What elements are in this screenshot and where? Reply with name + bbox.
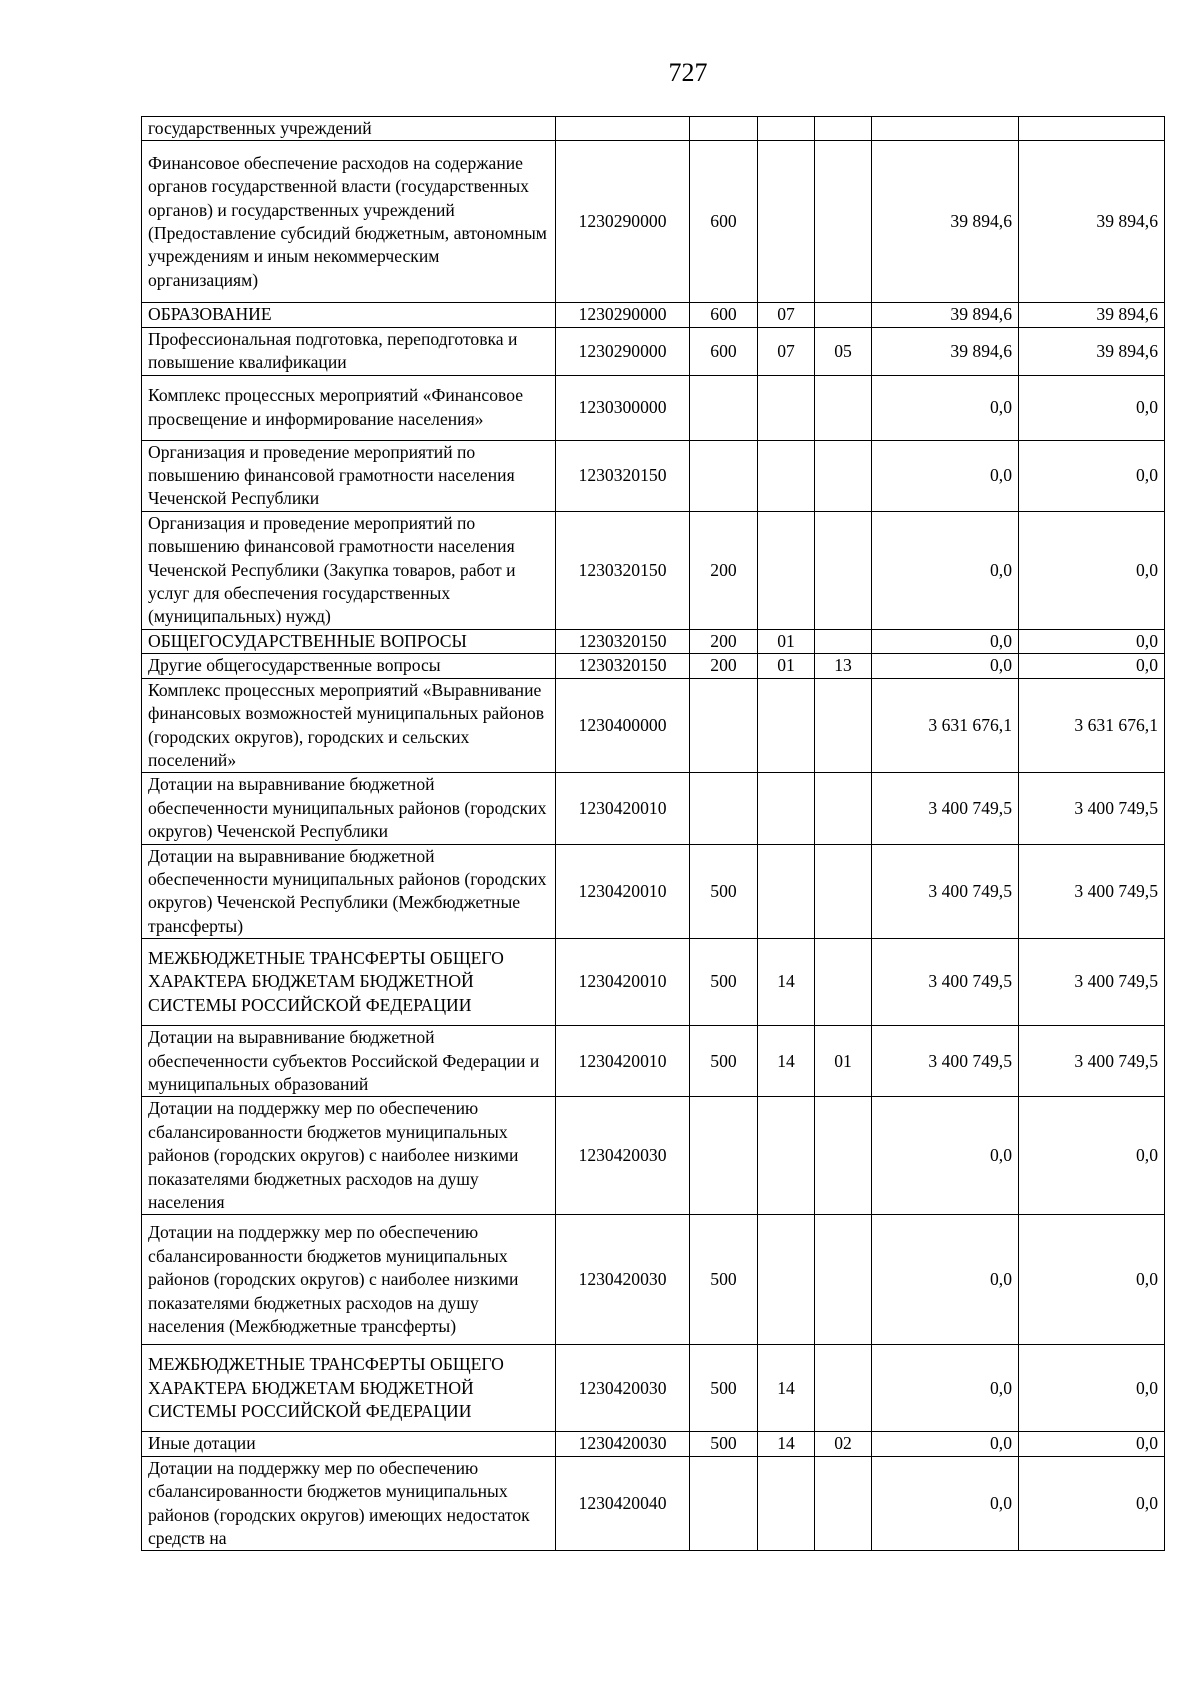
row-subsection: [815, 511, 872, 629]
row-name: Другие общегосударственные вопросы: [142, 654, 556, 678]
row-amount-1: 39 894,6: [872, 141, 1019, 303]
row-section: [758, 440, 815, 511]
row-expense-type: 200: [690, 511, 758, 629]
row-amount-2: 0,0: [1019, 1345, 1165, 1432]
row-subsection: [815, 440, 872, 511]
row-subsection: [815, 1097, 872, 1215]
row-section: [758, 1215, 815, 1345]
row-expense-type: [690, 773, 758, 844]
table-row: [142, 1432, 1165, 1456]
row-expense-type: [690, 1456, 758, 1551]
row-code: 1230420030: [556, 1215, 690, 1345]
row-subsection: [815, 629, 872, 653]
row-amount-1: 3 400 749,5: [872, 844, 1019, 939]
row-section: 01: [758, 654, 815, 678]
table-row: [142, 654, 1165, 678]
row-subsection: 05: [815, 327, 872, 375]
table-row: [142, 1026, 1165, 1097]
row-code: 1230420010: [556, 844, 690, 939]
row-name: Дотации на поддержку мер по обеспечению сбалансированности бюджетов муниципальных районов (городских округов) с наиболее низкими показателями бюджетных расходов на душу населения (Межбюджетные трансферты): [142, 1215, 556, 1345]
row-code: 1230420010: [556, 773, 690, 844]
row-amount-1: 0,0: [872, 654, 1019, 678]
row-subsection: 02: [815, 1432, 872, 1456]
row-code: 1230420010: [556, 939, 690, 1026]
row-amount-1: 0,0: [872, 629, 1019, 653]
row-subsection: [815, 303, 872, 327]
row-amount-1: 0,0: [872, 440, 1019, 511]
row-amount-2: 0,0: [1019, 1432, 1165, 1456]
row-expense-type: 200: [690, 654, 758, 678]
row-name: ОБРАЗОВАНИЕ: [142, 303, 556, 327]
row-section: 01: [758, 629, 815, 653]
row-name: МЕЖБЮДЖЕТНЫЕ ТРАНСФЕРТЫ ОБЩЕГО ХАРАКТЕРА БЮДЖЕТАМ БЮДЖЕТНОЙ СИСТЕМЫ РОССИЙСКОЙ ФЕДЕРАЦИИ: [142, 1345, 556, 1432]
row-expense-type: 500: [690, 1215, 758, 1345]
row-name: Комплекс процессных мероприятий «Выравнивание финансовых возможностей муниципальных районов (городских округов), городских и сельских поселений»: [142, 678, 556, 773]
row-expense-type: 600: [690, 327, 758, 375]
row-subsection: 01: [815, 1026, 872, 1097]
row-section: [758, 117, 815, 141]
row-section: 14: [758, 1026, 815, 1097]
table-row: [142, 303, 1165, 327]
row-amount-2: 0,0: [1019, 1097, 1165, 1215]
row-subsection: 13: [815, 654, 872, 678]
row-section: [758, 844, 815, 939]
table-row: [142, 1456, 1165, 1551]
row-expense-type: 600: [690, 303, 758, 327]
row-amount-1: 0,0: [872, 1456, 1019, 1551]
row-expense-type: 500: [690, 844, 758, 939]
row-section: 07: [758, 303, 815, 327]
row-amount-2: 39 894,6: [1019, 141, 1165, 303]
row-amount-1: 39 894,6: [872, 327, 1019, 375]
table-row: [142, 844, 1165, 939]
row-expense-type: 500: [690, 1345, 758, 1432]
row-code: 1230420030: [556, 1345, 690, 1432]
row-amount-2: 0,0: [1019, 440, 1165, 511]
row-amount-2: 0,0: [1019, 654, 1165, 678]
row-expense-type: 600: [690, 141, 758, 303]
budget-table: [141, 116, 1165, 1551]
table-row: [142, 1215, 1165, 1345]
row-amount-1: 0,0: [872, 1097, 1019, 1215]
row-code: 1230290000: [556, 141, 690, 303]
row-section: 14: [758, 1432, 815, 1456]
row-amount-1: 3 400 749,5: [872, 773, 1019, 844]
row-name: Организация и проведение мероприятий по повышению финансовой грамотности населения Чеченской Республики (Закупка товаров, работ и услуг для обеспечения государственных (муниципальных) нужд): [142, 511, 556, 629]
row-expense-type: 500: [690, 1026, 758, 1097]
table-row: [142, 678, 1165, 773]
row-code: 1230300000: [556, 375, 690, 440]
row-section: [758, 773, 815, 844]
row-amount-1: 3 400 749,5: [872, 1026, 1019, 1097]
row-amount-1: 0,0: [872, 1215, 1019, 1345]
row-code: 1230290000: [556, 303, 690, 327]
row-section: [758, 678, 815, 773]
row-name: Дотации на выравнивание бюджетной обеспеченности муниципальных районов (городских округов) Чеченской Республики (Межбюджетные трансферты): [142, 844, 556, 939]
row-subsection: [815, 141, 872, 303]
row-amount-1: 0,0: [872, 375, 1019, 440]
row-amount-2: 3 400 749,5: [1019, 773, 1165, 844]
row-name: Дотации на выравнивание бюджетной обеспеченности субъектов Российской Федерации и муниципальных образований: [142, 1026, 556, 1097]
row-name: Дотации на поддержку мер по обеспечению сбалансированности бюджетов муниципальных районов (городских округов) с наиболее низкими показателями бюджетных расходов на душу населения: [142, 1097, 556, 1215]
row-code: 1230420040: [556, 1456, 690, 1551]
table-row: [142, 1345, 1165, 1432]
row-expense-type: [690, 375, 758, 440]
row-amount-2: 39 894,6: [1019, 327, 1165, 375]
row-amount-1: 0,0: [872, 1432, 1019, 1456]
row-subsection: [815, 1456, 872, 1551]
row-subsection: [815, 117, 872, 141]
row-name: ОБЩЕГОСУДАРСТВЕННЫЕ ВОПРОСЫ: [142, 629, 556, 653]
row-name: Дотации на поддержку мер по обеспечению сбалансированности бюджетов муниципальных районов (городских округов) имеющих недостаток средств на: [142, 1456, 556, 1551]
row-code: [556, 117, 690, 141]
row-section: [758, 375, 815, 440]
budget-table-body: [142, 117, 1165, 1551]
row-subsection: [815, 1345, 872, 1432]
row-amount-2: 3 400 749,5: [1019, 1026, 1165, 1097]
row-name: Организация и проведение мероприятий по повышению финансовой грамотности населения Чеченской Республики: [142, 440, 556, 511]
table-row: [142, 773, 1165, 844]
row-amount-2: 39 894,6: [1019, 303, 1165, 327]
row-amount-2: 3 400 749,5: [1019, 844, 1165, 939]
row-amount-1: 0,0: [872, 511, 1019, 629]
table-row: [142, 117, 1165, 141]
table-row: [142, 511, 1165, 629]
row-code: 1230420010: [556, 1026, 690, 1097]
row-amount-1: 39 894,6: [872, 303, 1019, 327]
row-expense-type: [690, 440, 758, 511]
row-expense-type: 200: [690, 629, 758, 653]
row-code: 1230320150: [556, 440, 690, 511]
row-expense-type: 500: [690, 939, 758, 1026]
row-expense-type: [690, 117, 758, 141]
row-name: Финансовое обеспечение расходов на содержание органов государственной власти (государственных органов) и государственных учреждений (Предоставление субсидий бюджетным, автономным учреждениям и иным некоммерческим организациям): [142, 141, 556, 303]
row-subsection: [815, 939, 872, 1026]
row-name: Иные дотации: [142, 1432, 556, 1456]
row-amount-2: 0,0: [1019, 629, 1165, 653]
row-amount-2: [1019, 117, 1165, 141]
row-code: 1230420030: [556, 1097, 690, 1215]
row-amount-2: 0,0: [1019, 1456, 1165, 1551]
row-section: 14: [758, 939, 815, 1026]
row-name: Профессиональная подготовка, переподготовка и повышение квалификации: [142, 327, 556, 375]
row-subsection: [815, 1215, 872, 1345]
row-amount-2: 0,0: [1019, 511, 1165, 629]
row-section: 14: [758, 1345, 815, 1432]
table-row: [142, 375, 1165, 440]
row-section: [758, 141, 815, 303]
row-section: [758, 1456, 815, 1551]
row-code: 1230290000: [556, 327, 690, 375]
row-amount-1: [872, 117, 1019, 141]
row-subsection: [815, 678, 872, 773]
table-row: [142, 141, 1165, 303]
row-amount-1: 3 631 676,1: [872, 678, 1019, 773]
row-name: Комплекс процессных мероприятий «Финансовое просвещение и информирование населения»: [142, 375, 556, 440]
row-subsection: [815, 844, 872, 939]
row-amount-1: 0,0: [872, 1345, 1019, 1432]
row-section: 07: [758, 327, 815, 375]
table-row: [142, 440, 1165, 511]
table-row: [142, 1097, 1165, 1215]
row-amount-1: 3 400 749,5: [872, 939, 1019, 1026]
row-code: 1230400000: [556, 678, 690, 773]
row-subsection: [815, 375, 872, 440]
table-row: [142, 327, 1165, 375]
page-number: 727: [668, 58, 708, 87]
table-row: [142, 629, 1165, 653]
row-code: 1230320150: [556, 511, 690, 629]
row-amount-2: 3 400 749,5: [1019, 939, 1165, 1026]
row-name: МЕЖБЮДЖЕТНЫЕ ТРАНСФЕРТЫ ОБЩЕГО ХАРАКТЕРА БЮДЖЕТАМ БЮДЖЕТНОЙ СИСТЕМЫ РОССИЙСКОЙ ФЕДЕРАЦИИ: [142, 939, 556, 1026]
row-code: 1230420030: [556, 1432, 690, 1456]
row-expense-type: 500: [690, 1432, 758, 1456]
row-amount-2: 0,0: [1019, 1215, 1165, 1345]
row-section: [758, 511, 815, 629]
row-amount-2: 3 631 676,1: [1019, 678, 1165, 773]
row-code: 1230320150: [556, 629, 690, 653]
table-row: [142, 939, 1165, 1026]
row-expense-type: [690, 678, 758, 773]
row-expense-type: [690, 1097, 758, 1215]
row-code: 1230320150: [556, 654, 690, 678]
row-name: Дотации на выравнивание бюджетной обеспеченности муниципальных районов (городских округов) Чеченской Республики: [142, 773, 556, 844]
row-section: [758, 1097, 815, 1215]
row-name: государственных учреждений: [142, 117, 556, 141]
row-subsection: [815, 773, 872, 844]
row-amount-2: 0,0: [1019, 375, 1165, 440]
